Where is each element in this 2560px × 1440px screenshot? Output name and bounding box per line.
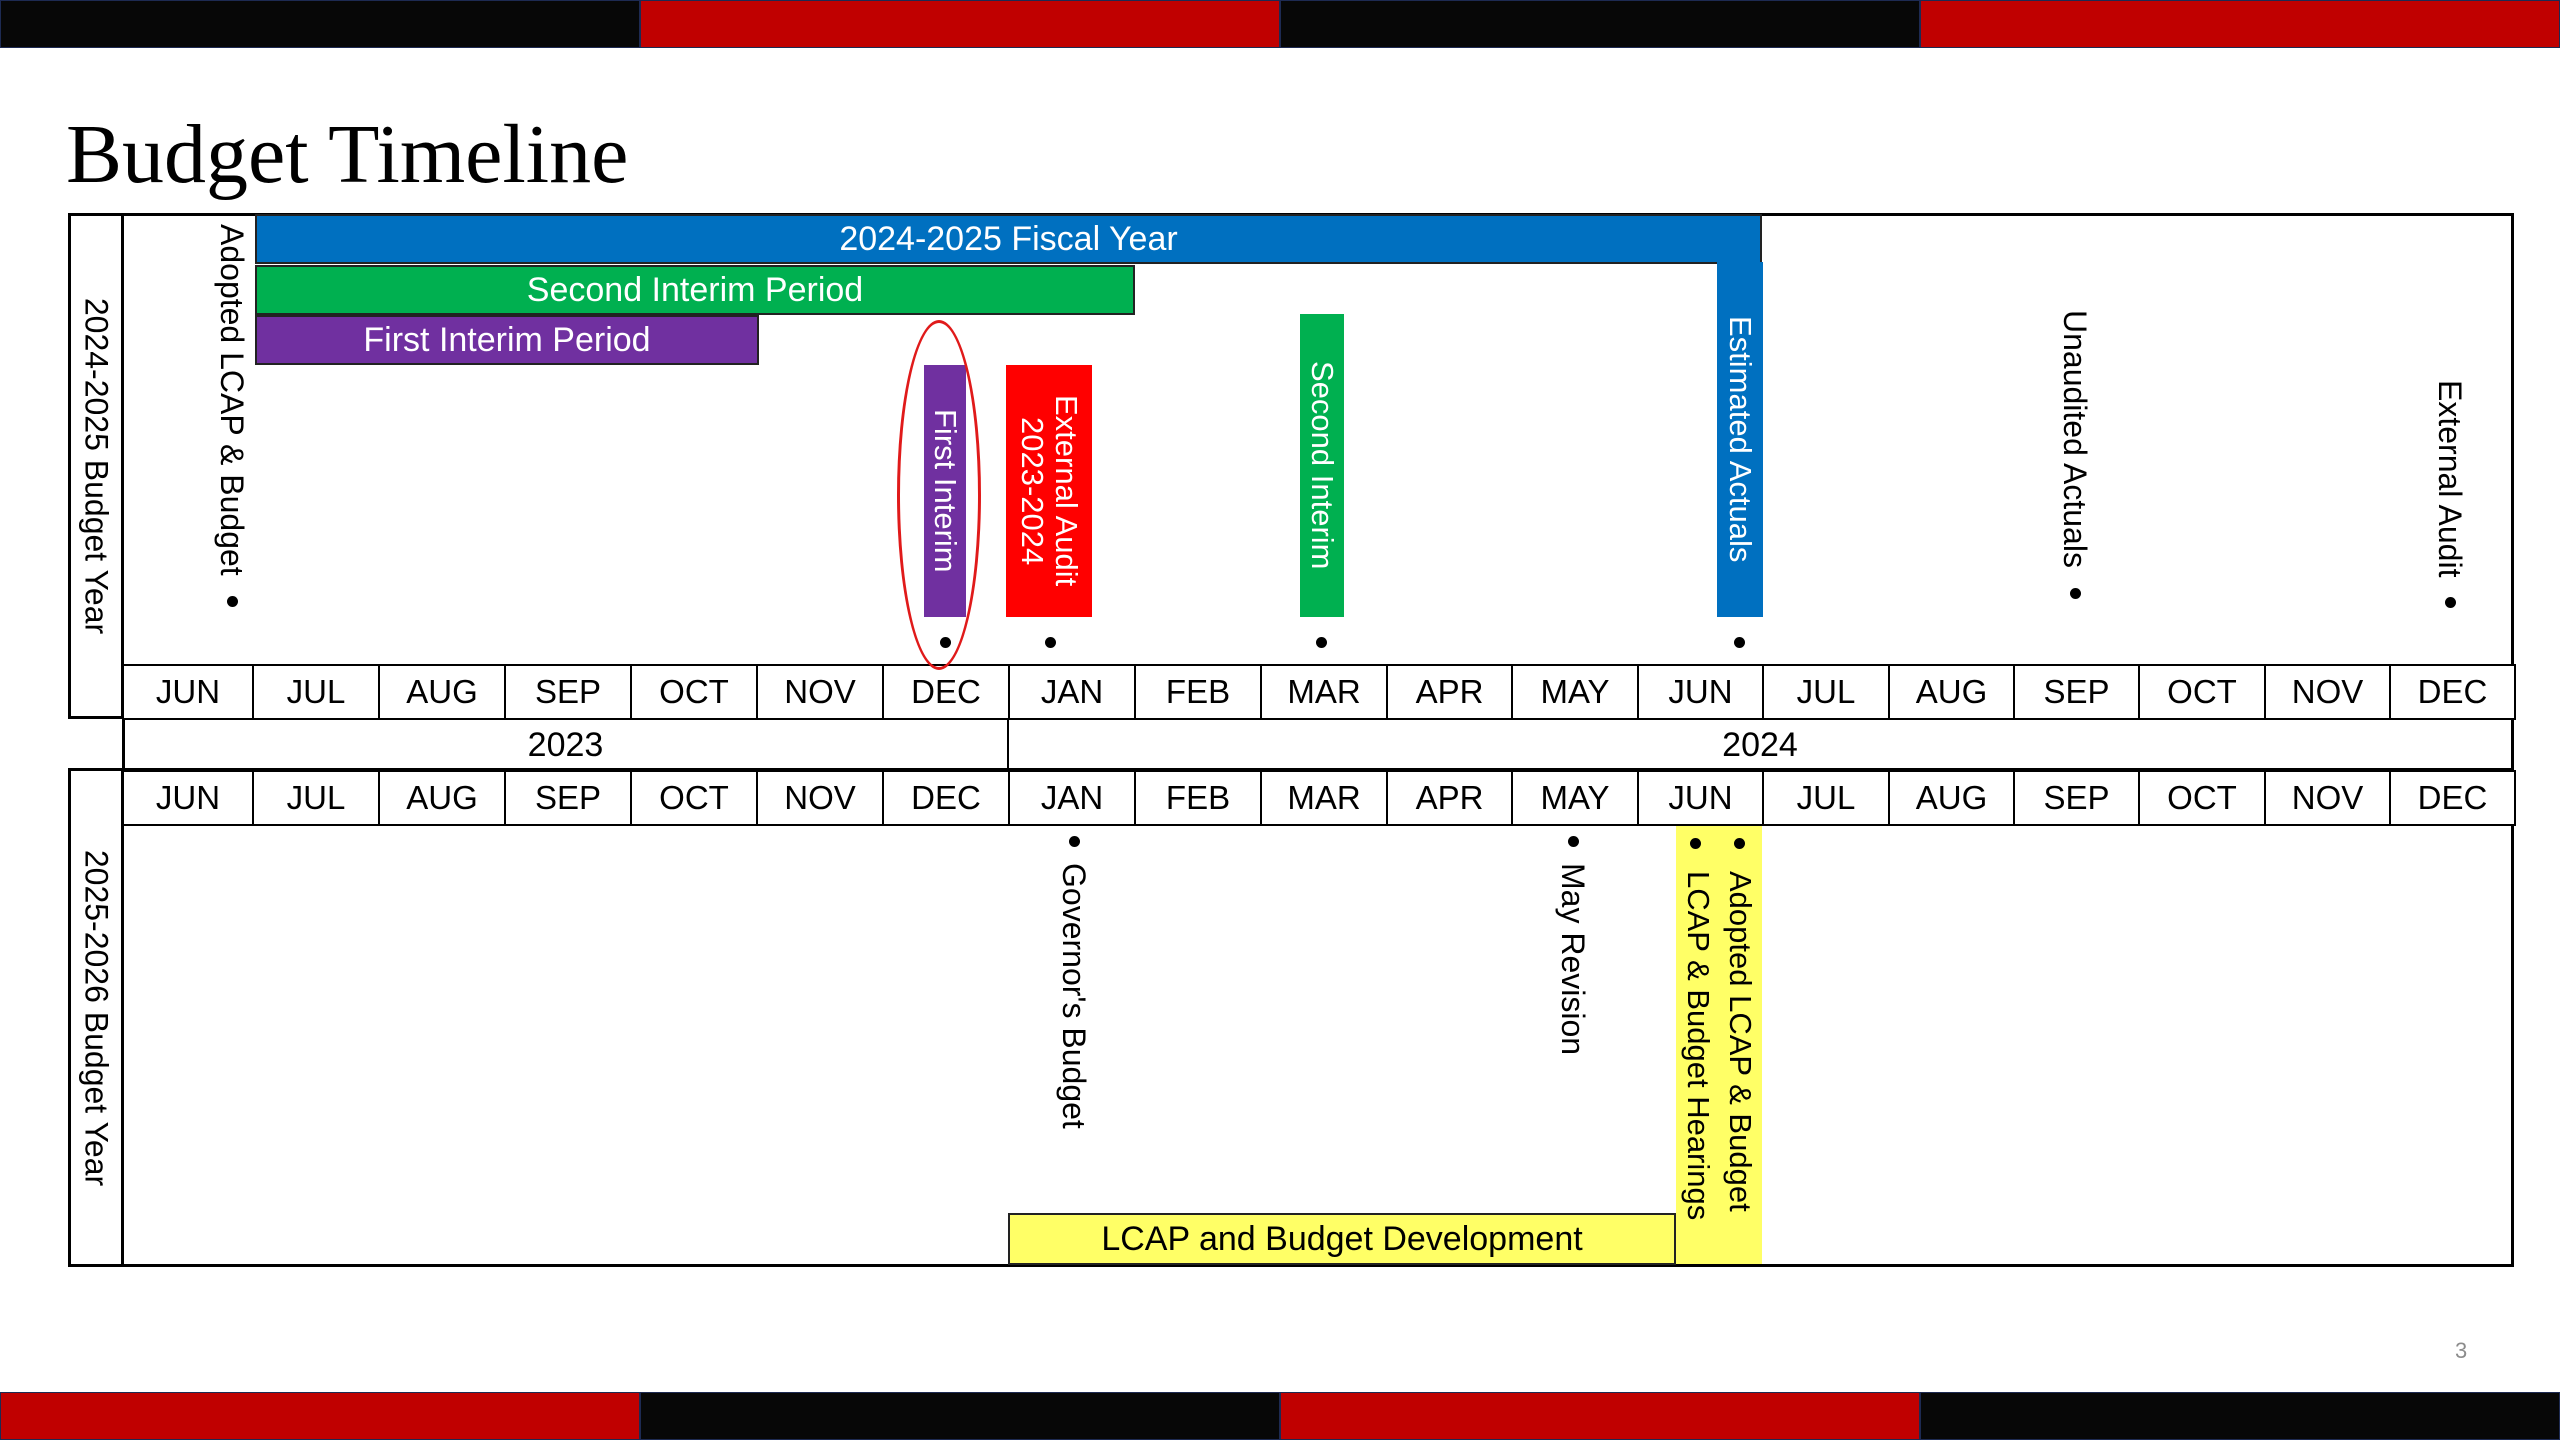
month-cell: DEC: [2389, 770, 2516, 826]
first-interim-period-label: First Interim Period: [363, 320, 651, 359]
adopted-lcap-2025-label: Adopted LCAP & Budget: [1723, 871, 1758, 1212]
month-cell: JUN: [122, 770, 254, 826]
month-cell: DEC: [2389, 664, 2516, 720]
month-cell: FEB: [1134, 664, 1262, 720]
band-segment: [0, 0, 640, 48]
month-cell: JUL: [252, 770, 380, 826]
event-label: Governor's Budget: [1056, 863, 1092, 1129]
second-interim-dot: [1316, 637, 1327, 648]
first-interim-period-bar: [255, 315, 759, 365]
first-interim-highlight-ring: [897, 320, 981, 670]
band-segment: [1280, 0, 1920, 48]
event-label: May Revision: [1555, 863, 1591, 1056]
lcap-budget-development-label: LCAP and Budget Development: [1101, 1219, 1583, 1258]
event-label: External Audit: [2432, 380, 2468, 578]
estimated-actuals-dot: [1734, 637, 1745, 648]
month-cell: NOV: [756, 770, 884, 826]
event-adopted-lcap-2024: [212, 224, 252, 607]
month-cell: APR: [1386, 770, 1513, 826]
month-cell: JAN: [1008, 770, 1136, 826]
fiscal-year-bar: [255, 214, 1762, 264]
month-cell: OCT: [630, 770, 758, 826]
fiscal-year-bar-label: 2024-2025 Fiscal Year: [839, 219, 1178, 258]
event-unaudited-actuals: [2055, 310, 2095, 599]
month-cell: JUL: [252, 664, 380, 720]
year-label-2024: 2024: [1722, 725, 1798, 764]
bottom-row-label: [68, 768, 124, 1267]
timeline-bottom-frame: [68, 768, 2514, 1267]
event-label: Unaudited Actuals: [2057, 310, 2093, 568]
estimated-actuals-bar: [1717, 262, 1763, 617]
event-dot: [2070, 588, 2081, 599]
external-audit-year: 2023-2024: [1015, 416, 1050, 566]
band-segment: [1920, 0, 2560, 48]
top-decor-band: [0, 0, 2560, 48]
month-cell: JAN: [1008, 664, 1136, 720]
year-label-2023: 2023: [527, 725, 604, 764]
band-segment: [0, 1392, 640, 1440]
estimated-actuals-label: Estimated Actuals: [1723, 316, 1758, 563]
month-cell: FEB: [1134, 770, 1262, 826]
month-cell: MAR: [1260, 664, 1388, 720]
top-row-label-text: 2024-2025 Budget Year: [78, 297, 115, 635]
month-cell: SEP: [2013, 770, 2140, 826]
bottom-row-label-text: 2025-2026 Budget Year: [78, 849, 115, 1186]
month-cell: AUG: [378, 770, 506, 826]
month-cell: JUN: [122, 664, 254, 720]
bottom-decor-band: [0, 1392, 2560, 1440]
hearings-label: LCAP & Budget Hearings: [1681, 871, 1716, 1221]
event-label: Adopted LCAP & Budget: [214, 224, 250, 576]
hearings-dot: [1690, 838, 1701, 849]
month-cell: MAR: [1260, 770, 1388, 826]
second-interim-label: Second Interim: [1305, 361, 1340, 570]
event-dot: [1069, 836, 1080, 847]
month-cell: NOV: [2264, 664, 2391, 720]
external-audit-label: External Audit: [1049, 395, 1084, 587]
month-cell: OCT: [2138, 664, 2266, 720]
second-interim-period-label: Second Interim Period: [526, 270, 864, 309]
hearings-adoption-band: [1676, 826, 1762, 1264]
month-cell: JUN: [1637, 664, 1764, 720]
page-number: 3: [2455, 1338, 2468, 1363]
month-cell: DEC: [882, 770, 1010, 826]
second-interim-bar: [1300, 314, 1344, 617]
lcap-budget-development-bar: [1008, 1213, 1676, 1265]
event-may-revision: [1553, 836, 1593, 1055]
external-audit-2023-bar: [1006, 365, 1092, 617]
month-cell: JUL: [1762, 770, 1890, 826]
month-cell: APR: [1386, 664, 1513, 720]
month-cell: OCT: [2138, 770, 2266, 826]
month-cell: NOV: [756, 664, 884, 720]
event-governors-budget: [1054, 836, 1094, 1129]
month-cell: AUG: [1888, 770, 2015, 826]
month-cell: MAY: [1511, 770, 1639, 826]
event-external-audit-2024: [2430, 380, 2470, 608]
month-cell: SEP: [504, 664, 632, 720]
month-cell: MAY: [1511, 664, 1639, 720]
band-segment: [1280, 1392, 1920, 1440]
month-cell: SEP: [504, 770, 632, 826]
first-interim-label: First Interim: [928, 409, 963, 573]
event-dot: [2445, 597, 2456, 608]
event-dot: [1568, 836, 1579, 847]
month-cell: JUN: [1637, 770, 1764, 826]
month-cell: SEP: [2013, 664, 2140, 720]
second-interim-period-bar: [255, 265, 1135, 315]
month-cell: AUG: [1888, 664, 2015, 720]
event-dot: [227, 596, 238, 607]
month-cell: JUL: [1762, 664, 1890, 720]
external-audit-2023-dot: [1045, 637, 1056, 648]
band-segment: [1920, 1392, 2560, 1440]
month-cell: DEC: [882, 664, 1010, 720]
month-cell: NOV: [2264, 770, 2391, 826]
top-row-label: [68, 213, 124, 719]
first-interim-dot: [940, 637, 951, 648]
month-cell: OCT: [630, 664, 758, 720]
band-segment: [640, 1392, 1280, 1440]
adopted-lcap-dot: [1734, 838, 1745, 849]
slide-title: Budget Timeline: [66, 108, 629, 201]
month-cell: AUG: [378, 664, 506, 720]
band-segment: [640, 0, 1280, 48]
